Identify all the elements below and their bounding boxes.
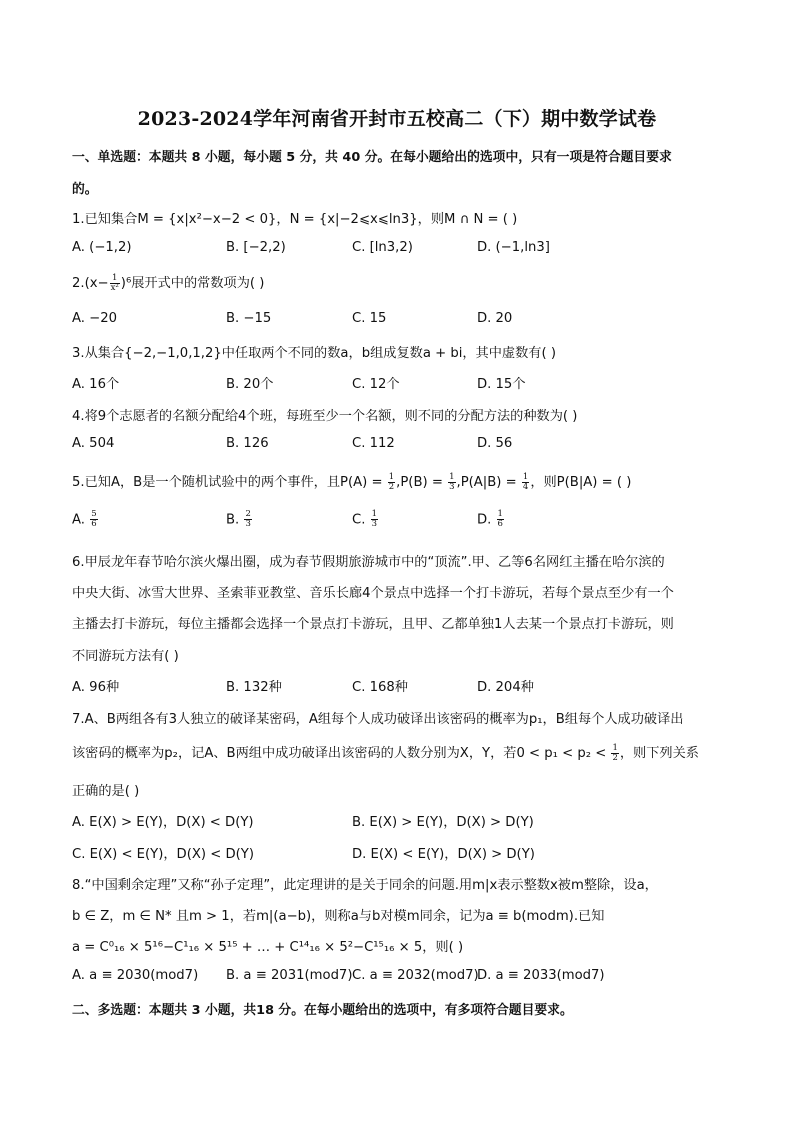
- q2-stem-post: )⁶展开式中的常数项为( ): [120, 276, 265, 291]
- q7-option-d[interactable]: D. E(X) < E(Y)，D(X) > D(Y): [352, 847, 535, 862]
- q7-stem-line1: 7.A、B两组各有3人独立的破译某密码，A组每个人成功破译出该密码的概率为p₁，B组每个人成功破译出: [72, 712, 684, 727]
- q2-stem-pre: 2.(x−: [72, 276, 109, 291]
- q5-stem-c: ,P(A|B) =: [456, 475, 521, 490]
- q2-frac-den: x²: [110, 282, 119, 293]
- q8-option-a[interactable]: A. a ≡ 2030(mod7): [72, 968, 199, 983]
- q2-option-b[interactable]: B. −15: [226, 311, 272, 326]
- q7-stem-line2: [72, 742, 699, 763]
- section2-heading: 二、多选题：本题共 3 小题，共18 分。在每小题给出的选项中，有多项符合题目要求。: [72, 1003, 573, 1018]
- q7-option-a[interactable]: A. E(X) > E(Y)，D(X) < D(Y): [72, 815, 254, 830]
- q3-stem: 3.从集合{−2,−1,0,1,2}中任取两个不同的数a，b组成复数a + bi，其中虚数有( ): [72, 346, 556, 361]
- q5-option-b[interactable]: [226, 510, 253, 529]
- q6-stem-line1: 6.甲辰龙年春节哈尔滨火爆出圈，成为春节假期旅游城市中的“顶流”.甲、乙等6名网红主播在哈尔滨的: [72, 555, 665, 570]
- q5-fraction-pb: [448, 473, 455, 492]
- q5-stem-d: ，则P(B|A) = ( ): [530, 475, 632, 490]
- q7-frac-den: 2: [612, 752, 618, 763]
- q2-option-c[interactable]: C. 15: [352, 311, 387, 326]
- q5-option-c-num: 1: [371, 509, 378, 519]
- q7-fraction: [611, 744, 618, 763]
- q5-option-d-den: 6: [497, 519, 503, 529]
- q8-option-c[interactable]: C. a ≡ 2032(mod7): [352, 968, 479, 983]
- q5-option-b-num: 2: [245, 509, 251, 519]
- q5-frac1-den: 2: [388, 481, 395, 492]
- q1-option-b[interactable]: B. [−2,2): [226, 240, 286, 255]
- q6-stem-line2: 中央大街、冰雪大世界、圣索菲亚教堂、音乐长廊4个景点中选择一个打卡游玩，若每个景点至少有一个: [72, 586, 674, 601]
- q3-option-c[interactable]: C. 12个: [352, 377, 400, 392]
- q7-line2-pre: 该密码的概率为p₂，记A、B两组中成功破译出该密码的人数分别为X，Y，若0 < p₁ < p₂ <: [72, 746, 611, 761]
- q5-option-c-den: 3: [371, 519, 378, 529]
- q5-stem: [72, 471, 631, 492]
- q5-frac2-num: 1: [449, 471, 455, 482]
- q2-option-d[interactable]: D. 20: [477, 311, 513, 326]
- q5-frac3-den: 4: [522, 481, 529, 492]
- q8-stem-line2: b ∈ Z，m ∈ N* 且m > 1，若m|(a−b)，则称a与b对模m同余，记为a ≡ b(modm).已知: [72, 909, 605, 924]
- q2-frac-num: 1: [110, 274, 120, 284]
- q2-fraction: [110, 274, 120, 293]
- q8-stem-line3: a = C⁰₁₆ × 5¹⁶−C¹₁₆ × 5¹⁵ + … + C¹⁴₁₆ × 5²−C¹⁵₁₆ × 5，则( ): [72, 940, 464, 955]
- q8-stem-line1: 8.“中国剩余定理”又称“孙子定理”，此定理讲的是关于同余的问题.用m|x表示整数x被m整除，设a，: [72, 878, 658, 893]
- q5-option-a[interactable]: [72, 510, 99, 529]
- q5-option-a-num: 5: [91, 509, 97, 519]
- section1-heading: 一、单选题：本题共 8 小题，每小题 5 分，共 40 分。在每小题给出的选项中，只有一项是符合题目要求: [72, 150, 672, 165]
- q6-option-a[interactable]: A. 96种: [72, 680, 120, 695]
- q5-option-d-num: 1: [497, 509, 503, 519]
- q5-option-c-label: C.: [352, 512, 370, 528]
- q3-option-d[interactable]: D. 15个: [477, 377, 526, 392]
- q2-stem: [72, 272, 264, 293]
- q5-option-b-den: 3: [245, 519, 251, 529]
- q8-option-b[interactable]: B. a ≡ 2031(mod7): [226, 968, 353, 983]
- q6-option-b[interactable]: B. 132种: [226, 680, 282, 695]
- q6-stem-line4: 不同游玩方法有( ): [72, 649, 179, 664]
- q1-option-d[interactable]: D. (−1,ln3]: [477, 240, 550, 255]
- q5-option-a-den: 6: [91, 519, 97, 529]
- q5-stem-a: 5.已知A，B是一个随机试验中的两个事件，且P(A) =: [72, 475, 387, 490]
- q5-option-c[interactable]: [352, 510, 379, 529]
- q4-option-d[interactable]: D. 56: [477, 436, 513, 451]
- q4-option-c[interactable]: C. 112: [352, 436, 395, 451]
- q4-option-a[interactable]: A. 504: [72, 436, 115, 451]
- q7-stem-line3: 正确的是( ): [72, 784, 140, 799]
- q8-option-d[interactable]: D. a ≡ 2033(mod7): [477, 968, 605, 983]
- q5-fraction-pab: [522, 473, 529, 492]
- q3-option-a[interactable]: A. 16个: [72, 377, 120, 392]
- q5-frac2-den: 3: [449, 481, 455, 492]
- q5-option-d[interactable]: [477, 510, 505, 529]
- q5-frac1-num: 1: [388, 471, 395, 482]
- q3-option-b[interactable]: B. 20个: [226, 377, 274, 392]
- q6-option-d[interactable]: D. 204种: [477, 680, 534, 695]
- q1-option-a[interactable]: A. (−1,2): [72, 240, 132, 255]
- q7-frac-num: 1: [612, 742, 618, 753]
- q5-fraction-pa: [388, 473, 395, 492]
- q4-stem: 4.将9个志愿者的名额分配给4个班，每班至少一个名额，则不同的分配方法的种数为( ): [72, 409, 578, 424]
- q5-option-a-label: A.: [72, 512, 90, 528]
- section1-heading-cont: 的。: [72, 182, 98, 197]
- q5-frac3-num: 1: [522, 471, 529, 482]
- q5-stem-b: ,P(B) =: [396, 475, 448, 490]
- q1-option-c[interactable]: C. [ln3,2): [352, 240, 413, 255]
- q6-option-c[interactable]: C. 168种: [352, 680, 408, 695]
- q6-stem-line3: 主播去打卡游玩，每位主播都会选择一个景点打卡游玩，且甲、乙都单独1人去某一个景点打卡游玩，则: [72, 617, 674, 632]
- exam-title: 2023-2024学年河南省开封市五校高二（下）期中数学试卷: [137, 108, 657, 130]
- q7-option-c[interactable]: C. E(X) < E(Y)，D(X) < D(Y): [72, 847, 254, 862]
- q2-option-a[interactable]: A. −20: [72, 311, 118, 326]
- q5-option-b-label: B.: [226, 512, 244, 528]
- q1-stem: 1.已知集合M = {x|x²−x−2 < 0}，N = {x|−2⩽x⩽ln3}，则M ∩ N = ( ): [72, 212, 518, 227]
- q5-option-d-label: D.: [477, 512, 496, 528]
- q7-option-b[interactable]: B. E(X) > E(Y)，D(X) > D(Y): [352, 815, 534, 830]
- q7-line2-post: ，则下列关系: [619, 746, 699, 761]
- q4-option-b[interactable]: B. 126: [226, 436, 269, 451]
